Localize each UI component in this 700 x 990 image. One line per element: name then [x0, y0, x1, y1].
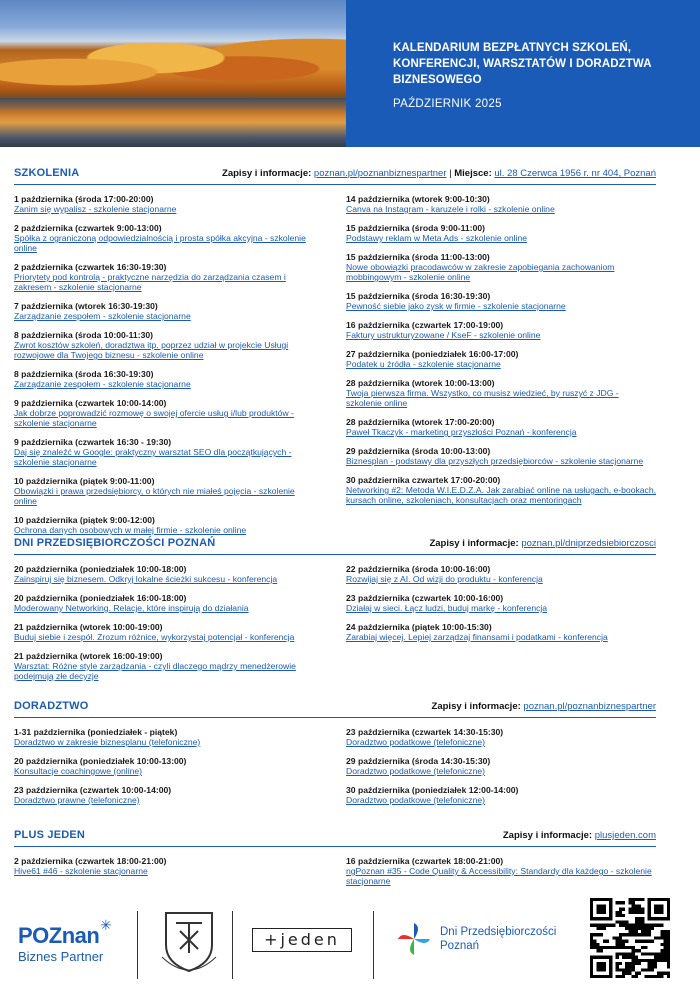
- event-item: [14, 194, 314, 214]
- event-link[interactable]: Doradztwo podatkowe (telefoniczne): [346, 766, 486, 776]
- event-date: 28 października (wtorek 17:00-20:00): [346, 417, 495, 427]
- event-item: [14, 301, 314, 321]
- pinwheel-icon: [396, 921, 432, 957]
- event-link[interactable]: Doradztwo podatkowe (telefoniczne): [346, 795, 486, 805]
- right-column: [346, 847, 656, 886]
- event-item: [14, 398, 314, 428]
- event-link[interactable]: Doradztwo prawne (telefoniczne): [14, 795, 140, 805]
- event-item: [346, 564, 656, 584]
- event-item: [346, 727, 656, 747]
- dni-przedsiebiorczosci-logo: [396, 921, 556, 957]
- event-link[interactable]: Doradztwo w zakresie biznesplanu (telefoniczne): [14, 737, 201, 747]
- event-item: [14, 756, 314, 776]
- event-link[interactable]: Zainspiruj się biznesem. Odkryj lokalne ścieżki sukcesu - konferencja: [14, 574, 278, 584]
- event-item: [14, 785, 314, 805]
- section-info: [432, 701, 656, 712]
- right-column: [346, 718, 656, 805]
- info-label: Zapisy i informacje:: [222, 168, 312, 179]
- left-column: [14, 185, 314, 535]
- event-link[interactable]: Buduj siebie i zespół. Zrozum różnice, wykorzystaj potencjał - konferencja: [14, 632, 295, 642]
- place-label: Miejsce:: [454, 168, 492, 179]
- left-column: [14, 718, 314, 805]
- event-link[interactable]: Hive61 #46 - szkolenie stacjonarne: [14, 866, 148, 876]
- event-date: 23 października (czwartek 10:00-14:00): [14, 785, 172, 795]
- info-label: Zapisy i informacje:: [431, 701, 521, 712]
- star-icon: ✳: [100, 917, 112, 933]
- event-date: 15 października (środa 16:30-19:30): [346, 291, 491, 301]
- left-column: [14, 555, 314, 681]
- left-column: [14, 847, 314, 886]
- event-date: 16 października (czwartek 18:00-21:00): [346, 856, 504, 866]
- event-item: [346, 622, 656, 642]
- event-date: 2 października (czwartek 18:00-21:00): [14, 856, 167, 866]
- section-szkolenia: [14, 161, 656, 535]
- info-link[interactable]: poznan.pl/poznanbiznespartner: [313, 168, 447, 179]
- event-link[interactable]: Zwrot kosztów szkoleń, doradztwa itp. poprzez udział w projekcie Usługi rozwojowe dla Twojego biznesu - szkolenie online: [14, 340, 289, 360]
- event-item: [346, 320, 656, 340]
- lake-reflection: [0, 98, 346, 147]
- event-date: 2 października (czwartek 9:00-13:00): [14, 223, 162, 233]
- event-item: [346, 756, 656, 776]
- event-date: 2 października (czwartek 16:30-19:30): [14, 262, 167, 272]
- event-date: 1 października (środa 17:00-20:00): [14, 194, 154, 204]
- event-date: 10 października (piątek 9:00-12:00): [14, 515, 155, 525]
- event-item: [346, 475, 656, 505]
- event-item: [346, 593, 656, 613]
- info-link[interactable]: poznan.pl/poznanbiznespartner: [523, 701, 656, 712]
- event-item: [346, 349, 656, 369]
- event-link[interactable]: Moderowany Networking. Relacje, które inspirują do działania: [14, 603, 249, 613]
- event-link[interactable]: Nowe obowiązki pracodawców w zakresie zapobiegania zachowaniom mobbingowym - szkolenie online: [346, 262, 615, 282]
- event-item: [14, 369, 314, 389]
- event-item: [346, 446, 656, 466]
- event-item: [346, 785, 656, 805]
- event-item: [14, 437, 314, 467]
- event-link[interactable]: Jak dobrze poprowadzić rozmowę o swojej ofercie usług i/lub produktów - szkolenie stacjonarne: [14, 408, 294, 428]
- section-plus-jeden: [14, 823, 656, 886]
- event-link[interactable]: Doradztwo podatkowe (telefoniczne): [346, 737, 486, 747]
- section-dni-przedsiebiorczosci: [14, 531, 656, 681]
- section-title: DORADZTWO: [14, 700, 89, 712]
- event-date: 10 października (piątek 9:00-11:00): [14, 476, 155, 486]
- event-link[interactable]: Zarządzanie zespołem - szkolenie stacjonarne: [14, 379, 191, 389]
- event-date: 29 października (środa 10:00-13:00): [346, 446, 491, 456]
- event-link[interactable]: Zarządzanie zespołem - szkolenie stacjonarne: [14, 311, 191, 321]
- event-link[interactable]: Networking #2: Metoda W.I.E.D.Z.A. Jak zarabiać online na usługach, e-bookach, kursach online, szkoleniach, konsultacjach oraz mentoringach: [346, 485, 657, 505]
- logo-divider: [137, 911, 138, 979]
- event-date: 20 października (poniedziałek 16:00-18:00): [14, 593, 187, 603]
- event-link[interactable]: Zarabiaj więcej. Lepiej zarządzaj finansami i podatkami - konferencja: [346, 632, 608, 642]
- event-date: 14 października (wtorek 9:00-10:30): [346, 194, 490, 204]
- event-link[interactable]: Twoja pierwsza firma. Wszystko, co musisz wiedzieć, by ruszyć z JDG - szkolenie online: [346, 388, 619, 408]
- event-link[interactable]: Podatek u źródła - szkolenie stacjonarne: [346, 359, 501, 369]
- event-date: 21 października (wtorek 10:00-19:00): [14, 622, 163, 632]
- event-date: 28 października (wtorek 10:00-13:00): [346, 378, 495, 388]
- info-link[interactable]: plusjeden.com: [594, 830, 656, 841]
- right-column: [346, 555, 656, 681]
- qr-code-icon[interactable]: [590, 898, 670, 978]
- section-info: [429, 538, 656, 549]
- section-doradztwo: [14, 694, 656, 805]
- event-link[interactable]: Podstawy reklam w Meta Ads - szkolenie online: [346, 233, 528, 243]
- event-date: 20 października (poniedziałek 10:00-18:00): [14, 564, 187, 574]
- event-date: 1-31 października (poniedziałek - piątek): [14, 727, 178, 737]
- event-date: 15 października (środa 9:00-11:00): [346, 223, 485, 233]
- event-link[interactable]: Konsultacje coachingowe (online): [14, 766, 143, 776]
- logo-divider: [232, 911, 233, 979]
- event-date: 9 października (czwartek 16:30 - 19:30): [14, 437, 172, 447]
- event-link[interactable]: Zanim się wypalisz - szkolenie stacjonarne: [14, 204, 177, 214]
- event-link[interactable]: Daj się znaleźć w Google: praktyczny warsztat SEO dla początkujących - szkolenie stacjonarne: [14, 447, 292, 467]
- event-date: 7 października (wtorek 16:30-19:30): [14, 301, 158, 311]
- event-link[interactable]: Pewność siebie jako zysk w firmie - szkolenie stacjonarne: [346, 301, 566, 311]
- event-link[interactable]: Canva na Instagram - karuzele i rolki - szkolenie online: [346, 204, 555, 214]
- section-header: [14, 694, 656, 712]
- dp-line2: Poznań: [440, 940, 480, 952]
- event-date: 21 października (wtorek 16:00-19:00): [14, 651, 163, 661]
- event-date: 29 października (środa 14:30-15:30): [346, 756, 491, 766]
- event-date: 8 października (środa 10:00-11:30): [14, 330, 153, 340]
- poznan-logo-text: POZnan: [18, 923, 100, 948]
- event-item: [346, 856, 656, 886]
- event-item: [14, 593, 314, 613]
- event-item: [14, 223, 314, 253]
- info-link[interactable]: poznan.pl/dniprzedsiebiorczosci: [521, 538, 656, 549]
- section-title: PLUS JEDEN: [14, 829, 86, 841]
- section-header: [14, 823, 656, 841]
- event-date: 8 października (środa 16:30-19:30): [14, 369, 154, 379]
- event-link[interactable]: Paweł Tkaczyk - marketing przyszłości Poznań - konferencja: [346, 427, 577, 437]
- event-item: [14, 651, 314, 681]
- info-label: Zapisy i informacje:: [502, 830, 593, 841]
- event-link[interactable]: Rozwijaj się z AI. Od wizji do produktu - konferencja: [346, 574, 543, 584]
- info-separator: |: [446, 168, 455, 179]
- header-banner: [0, 0, 700, 147]
- event-date: 9 października (czwartek 10:00-14:00): [14, 398, 167, 408]
- event-item: [346, 252, 656, 282]
- event-date: 20 października (poniedziałek 10:00-13:00): [14, 756, 187, 766]
- event-item: [14, 262, 314, 292]
- event-item: [14, 622, 314, 642]
- event-date: 15 października (środa 11:00-13:00): [346, 252, 490, 262]
- event-date: 24 października (piątek 10:00-15:30): [346, 622, 492, 632]
- event-link[interactable]: Priorytety pod kontrolą - praktyczne narzędzia do zarządzania czasem i zakresem - szkolenie stacjonarne: [14, 272, 286, 292]
- page-title: KALENDARIUM BEZPŁATNYCH SZKOLEŃ, KONFERENCJI, WARSZTATÓW I DORADZTWA BIZNESOWEGO: [393, 42, 652, 86]
- event-item: [346, 291, 656, 311]
- event-link[interactable]: ngPoznan #35 - Code Quality & Accessibility: Standardy dla każdego - szkolenie stacjonarne: [346, 866, 652, 886]
- right-column: [346, 185, 656, 535]
- autumn-lake-photo: [0, 0, 346, 147]
- event-date: 22 października (środa 10:00-16:00): [346, 564, 491, 574]
- section-header: [14, 531, 656, 549]
- event-link[interactable]: Ochrona danych osobowych w małej firmie - szkolenie online: [14, 525, 247, 535]
- page-subtitle: PAŹDZIERNIK 2025: [393, 98, 502, 110]
- event-date: 27 października (poniedziałek 16:00-17:00): [346, 349, 519, 359]
- section-info: [503, 830, 656, 841]
- autumn-trees: [0, 30, 346, 100]
- event-item: [14, 856, 314, 876]
- info-label: Zapisy i informacje:: [429, 538, 519, 549]
- event-item: [14, 564, 314, 584]
- event-date: 23 października (czwartek 14:30-15:30): [346, 727, 504, 737]
- poznan-biznes-partner-logo: [18, 923, 103, 964]
- logo-divider: [373, 911, 374, 979]
- zaulek-rzemiosla-crest-icon: [158, 909, 220, 979]
- footer-logos: [0, 893, 700, 983]
- section-title: SZKOLENIA: [14, 167, 80, 179]
- event-date: 16 października (czwartek 17:00-19:00): [346, 320, 504, 330]
- event-link[interactable]: Biznesplan - podstawy dla przyszłych przedsiębiorców - szkolenie stacjonarne: [346, 456, 644, 466]
- event-link[interactable]: Działaj w sieci. Łącz ludzi, buduj markę - konferencja: [346, 603, 548, 613]
- section-title: DNI PRZEDSIĘBIORCZOŚCI POZNAŃ: [14, 537, 216, 549]
- event-link[interactable]: Warsztat: Różne style zarządzania - czyli dlaczego mądrzy menedżerowie podejmują złe decyzje: [14, 661, 296, 681]
- plus-jeden-logo: +jeden: [252, 928, 352, 952]
- event-item: [346, 194, 656, 214]
- event-item: [14, 476, 314, 506]
- event-item: [14, 727, 314, 747]
- event-item: [14, 330, 314, 360]
- section-header: [14, 161, 656, 179]
- event-link[interactable]: Obowiązki i prawa przedsiębiorcy, o których nie miałeś pojęcia - szkolenie online: [14, 486, 295, 506]
- event-date: 30 października (poniedziałek 12:00-14:00): [346, 785, 519, 795]
- event-link[interactable]: Faktury ustrukturyzowane / KseF - szkolenie online: [346, 330, 541, 340]
- event-date: 30 października czwartek 17:00-20:00): [346, 475, 501, 485]
- header-panel: [346, 0, 700, 147]
- event-item: [346, 378, 656, 408]
- place-link[interactable]: ul. 28 Czerwca 1956 r. nr 404, Poznań: [494, 168, 656, 179]
- event-item: [346, 417, 656, 437]
- section-info: [222, 168, 656, 179]
- poznan-logo-tagline: Biznes Partner: [18, 949, 104, 964]
- dni-przedsiebiorczosci-text: [440, 925, 556, 953]
- event-link[interactable]: Spółka z ograniczoną odpowiedzialnością i prosta spółka akcyjna - szkolenie online: [14, 233, 306, 253]
- dp-line1: Dni Przedsiębiorczości: [440, 926, 557, 938]
- event-item: [346, 223, 656, 243]
- event-date: 23 października (czwartek 10:00-16:00): [346, 593, 504, 603]
